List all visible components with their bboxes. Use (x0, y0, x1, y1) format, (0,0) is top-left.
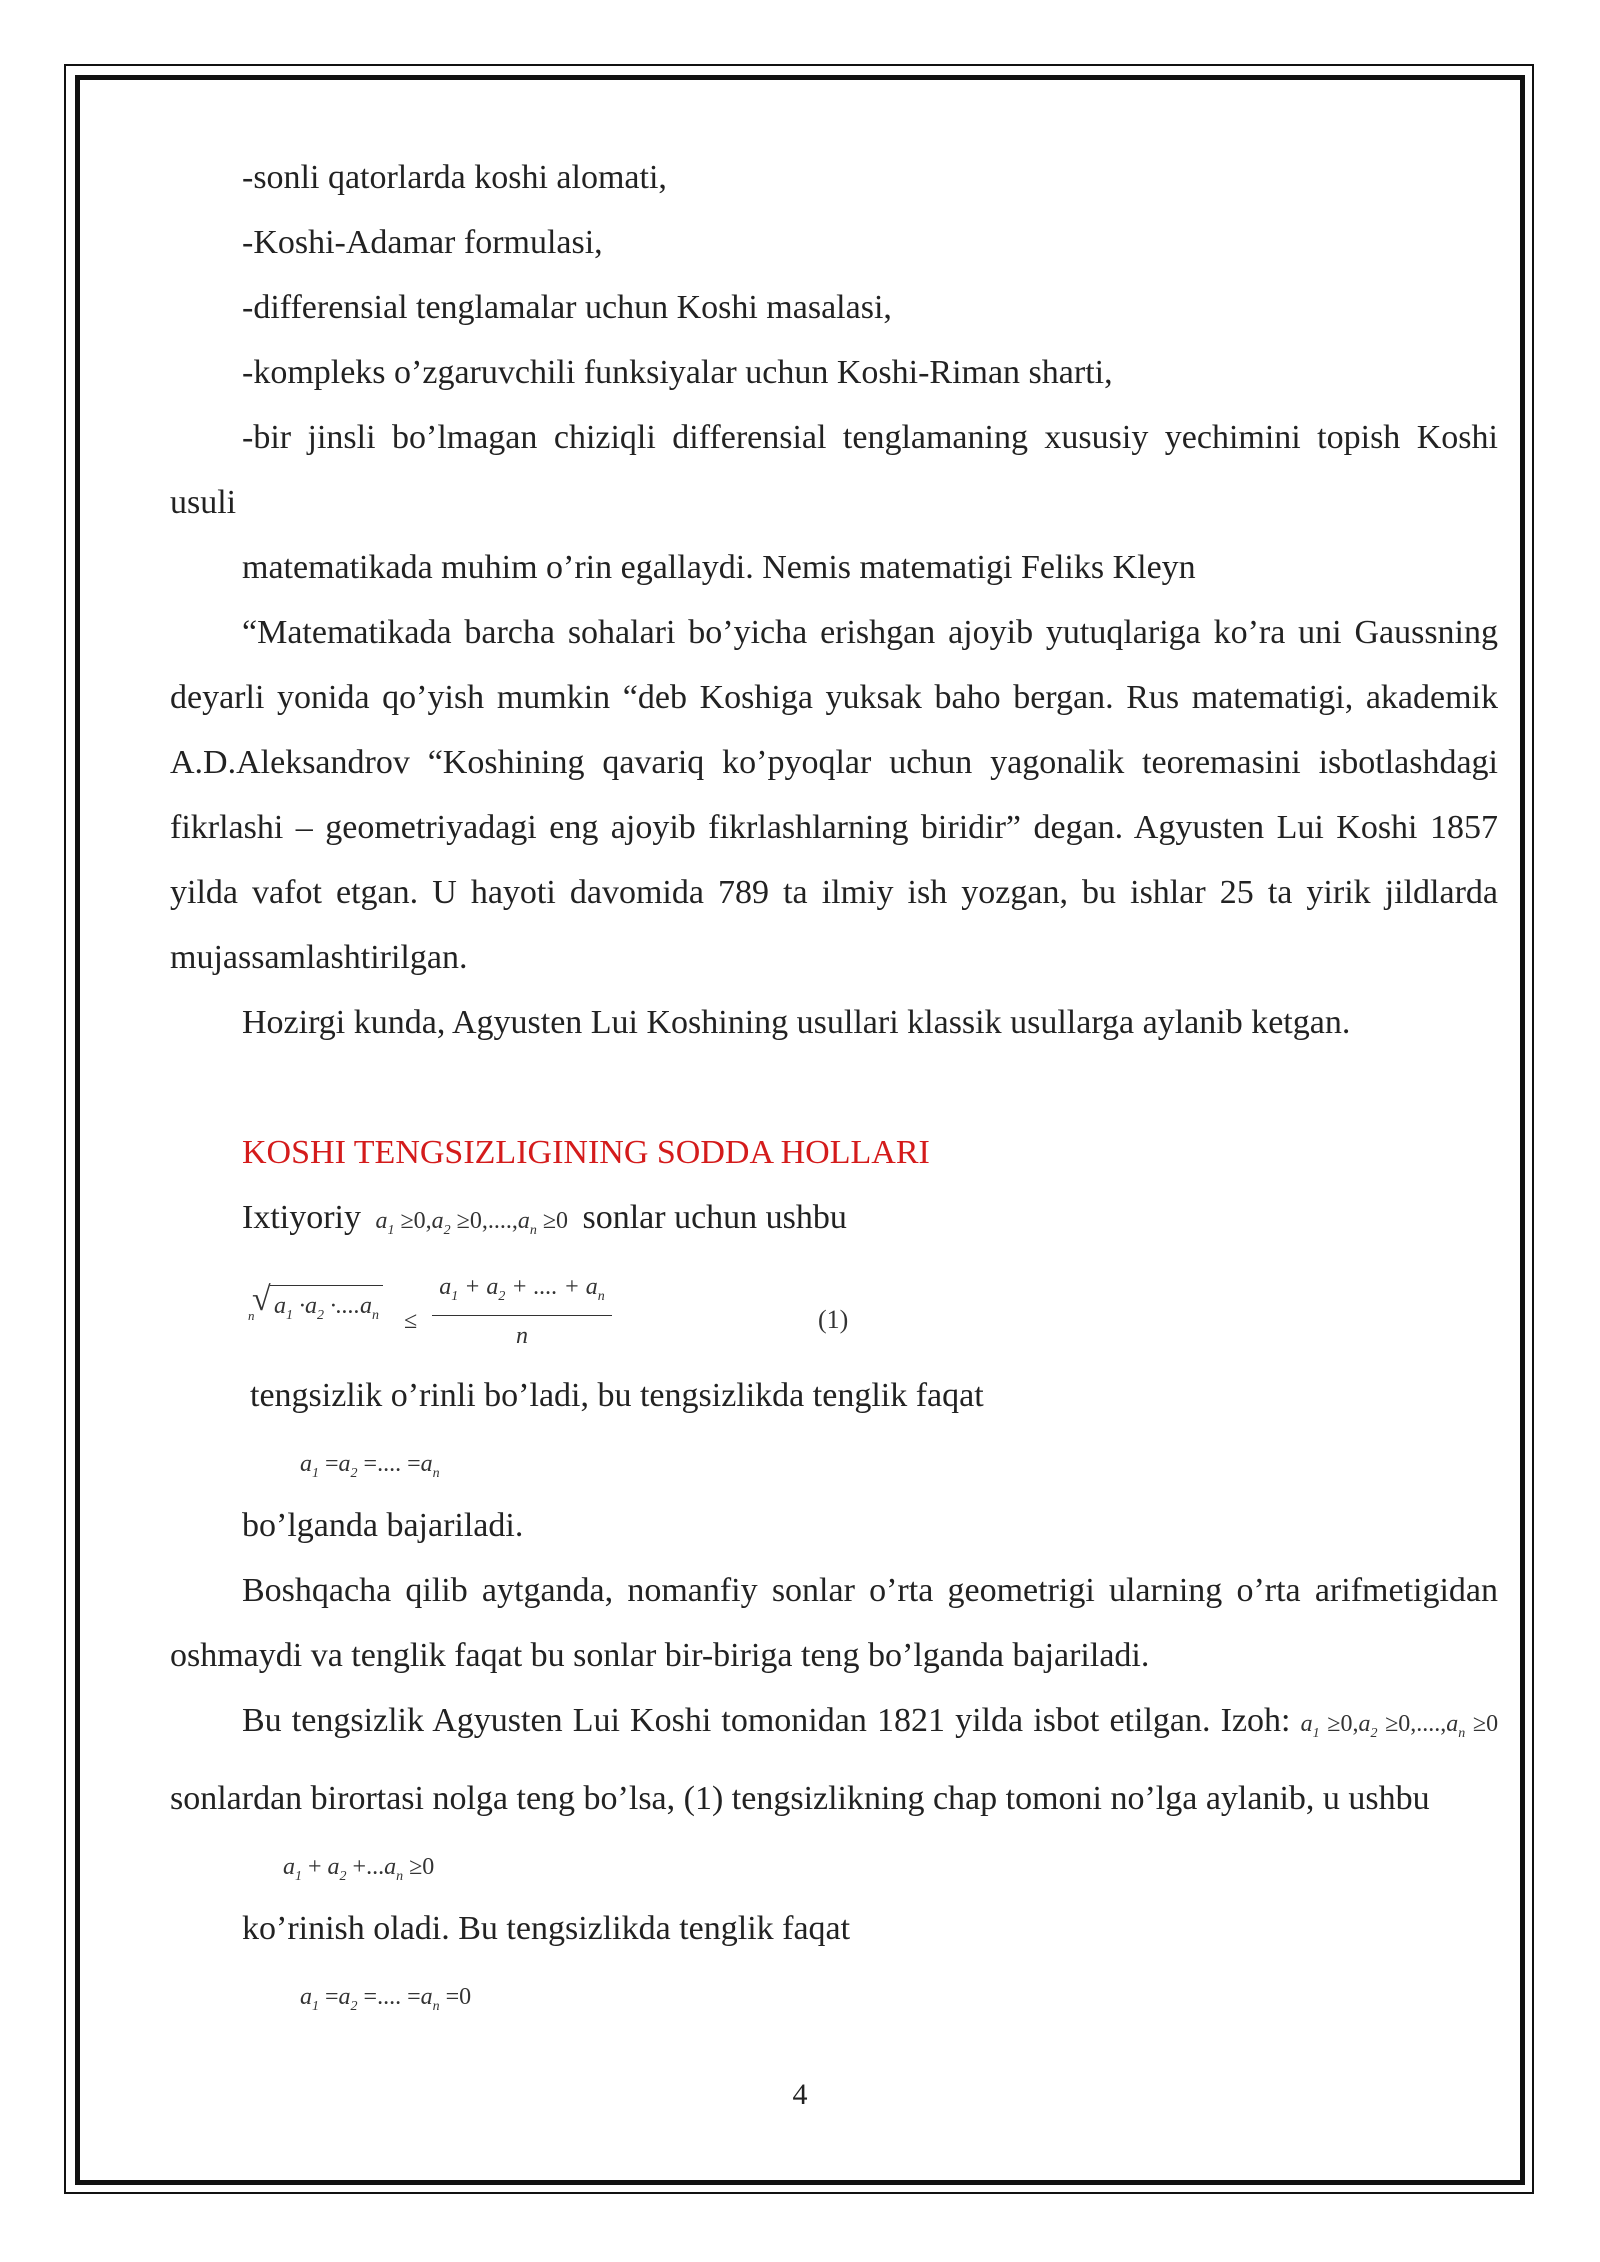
paragraph: ko’rinish oladi. Bu tengsizlikda tenglik faqat (242, 1909, 851, 1947)
paragraph: Hozirgi kunda, Agyusten Lui Koshining usullari klassik usullarga aylanib ketgan. (242, 1004, 1351, 1041)
paragraph: “Matematikada barcha sohalari bo’yicha erishgan ajoyib yutuqlariga ko’ra uni Gaussning deyarli yonida qo’yish mumkin “deb Koshiga yuksak baho bergan. Rus matematigi, akademik A.D.Aleksandrov “Koshining qavariq ko’pyoqlar uchun yagonalik teoremasini isbotlashdagi fikrlashi – geometriyadagi eng ajoyib fikrlashlarning biridir” degan. Agyusten Lui Koshi 1857 yilda vafot etgan. U hayoti davomida 789 ta ilmiy ish yozgan, bu ishlar 25 ta yirik jildlarda mujassamlashtirilgan. (170, 614, 1498, 976)
equation-number: (1) (818, 1304, 849, 1334)
paragraph: -sonli qatorlarda koshi alomati, (242, 159, 667, 196)
text-span: sonlardan birortasi nolga teng bo’lsa, (1) tengsizlikning chap tomoni no’lga aylanib, u ushbu (170, 1779, 1430, 1817)
sum-formula: $a_1 + a_2 +...a_n \ge 0$ (283, 1853, 435, 1884)
paragraph-intro (170, 1185, 1498, 1263)
equality-formula: $a_1 =a_2$ =.... $=a_n$ (300, 1450, 440, 1481)
paragraph: matematikada muhim o’rin egallaydi. Nemis matematigi Feliks Kleyn (242, 549, 1196, 586)
paragraph: tengsizlik o’rinli bo’ladi, bu tengsizlikda tenglik faqat (250, 1376, 984, 1414)
zero-equality-formula: $a_1 =a_2$ =.... $=a_n =0$ (300, 1983, 472, 2014)
paragraph: -differensial tenglamalar uchun Koshi masalasi, (242, 289, 892, 326)
condition-formula: $a_1 \ge 0,a_2 \ge 0,....,a_n \ge 0$ (1300, 1710, 1499, 1741)
cauchy-inequality-formula: n √ $a_1 \cdot a_2 \cdot....a_n$ ≤ $\frac{a_1 + a_2 + .... + a_n}{n}$ (1) (170, 1269, 1498, 1359)
text-span: Bu tengsizlik Agyusten Lui Koshi tomonidan 1821 yilda isbot etilgan. Izoh: (242, 1701, 1291, 1739)
page-content (170, 145, 1498, 2026)
paragraph (170, 1688, 1498, 1831)
paragraph: -Koshi-Adamar formulasi, (242, 224, 603, 261)
condition-formula: $a_1 \ge 0,a_2 \ge 0,....,a_n \ge 0$ (369, 1208, 568, 1238)
arithmetic-mean-fraction: $\frac{a_1 + a_2 + .... + a_n}{n}$ (432, 1269, 612, 1356)
paragraph: Boshqacha qilib aytganda, nomanfiy sonlar o’rta geometrigi ularning o’rta arifmetigidan oshmaydi va tenglik faqat bu sonlar bir-biriga teng bo’lganda bajariladi. (170, 1571, 1498, 1674)
intro-text: Ixtiyoriy (242, 1199, 361, 1236)
intro-text: sonlar uchun ushbu (582, 1199, 847, 1236)
leq-sign: ≤ (404, 1307, 418, 1334)
paragraph: bo’lganda bajariladi. (242, 1506, 524, 1544)
page-number: 4 (792, 2078, 808, 2111)
section-heading: KOSHI TENGSIZLIGINING SODDA HOLLARI (242, 1134, 930, 1171)
paragraph: -bir jinsli bo’lmagan chiziqli differensial tenglamaning xususiy yechimini topish Koshi usuli (170, 419, 1498, 521)
paragraph: -kompleks o’zgaruvchili funksiyalar uchun Koshi-Riman sharti, (242, 354, 1113, 391)
